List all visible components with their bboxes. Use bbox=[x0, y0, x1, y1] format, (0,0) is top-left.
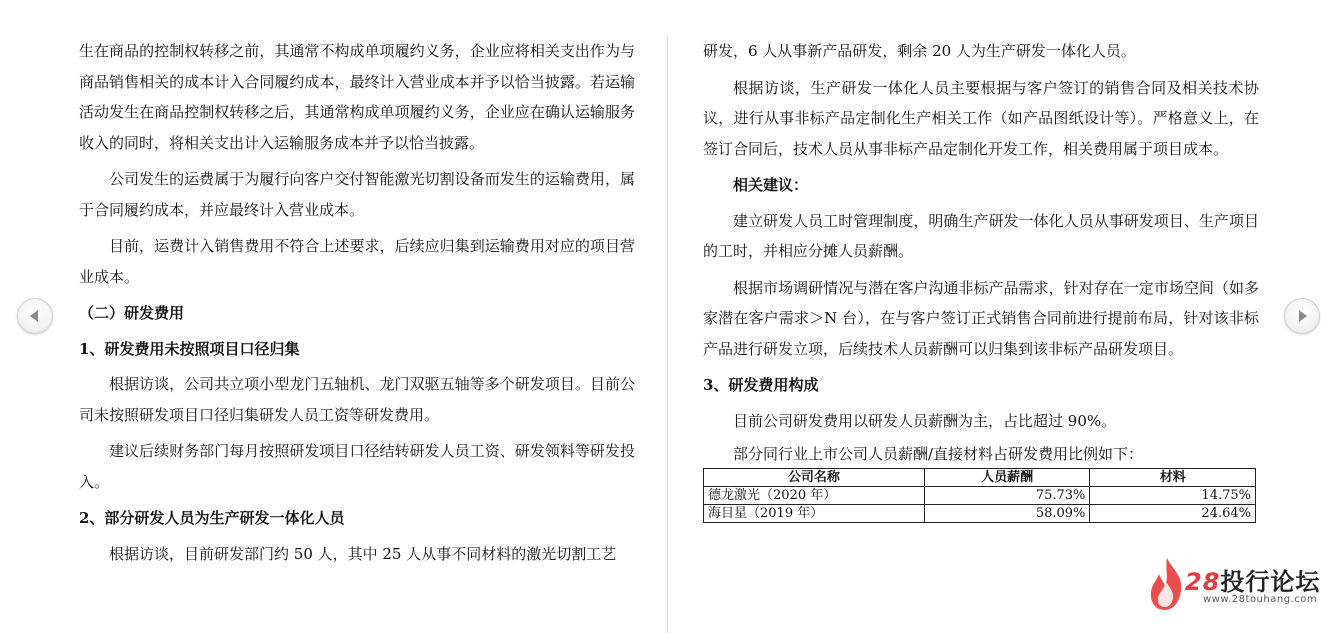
table-header-row bbox=[704, 469, 1256, 487]
table-cell: 58.09% bbox=[924, 505, 1090, 523]
paragraph: 根据访谈，生产研发一体化人员主要根据与客户签订的销售合同及相关技术协议，进行从事非标产品定制化生产相关工作（如产品图纸设计等）。严格意义上，在签订合同后，技术人员从事非标产品定制化开发工作，相关费用属于项目成本。 bbox=[703, 78, 1259, 158]
subsection-heading: 1、研发费用未按照项目口径归集 bbox=[79, 339, 300, 358]
column-header: 公司名称 bbox=[704, 469, 925, 487]
watermark bbox=[1147, 556, 1321, 614]
paragraph: 公司发生的运费属于为履行向客户交付智能激光切割设备而发生的运输费用，属于合同履约成本，并应最终计入营业成本。 bbox=[79, 170, 635, 219]
paragraph: 建立研发人员工时管理制度，明确生产研发一体化人员从事研发项目、生产项目的工时，并相应分摊人员薪酬。 bbox=[703, 211, 1259, 260]
right-page bbox=[703, 36, 1259, 633]
watermark-name: 投行论坛 bbox=[1220, 568, 1321, 596]
ratio-table bbox=[703, 468, 1256, 523]
watermark-title bbox=[1185, 562, 1320, 597]
table-cell: 海目星（2019 年） bbox=[704, 505, 925, 523]
watermark-number: 28 bbox=[1185, 568, 1221, 596]
next-page-button[interactable] bbox=[1284, 298, 1320, 334]
paragraph: 部分同行业上市公司人员薪酬/直接材料占研发费用比例如下： bbox=[733, 445, 1144, 463]
table-cell: 24.64% bbox=[1090, 505, 1256, 523]
paragraph: 目前公司研发费用以研发人员薪酬为主，占比超过 90%。 bbox=[733, 411, 1117, 430]
paragraph: 根据访谈，目前研发部门约 50 人，其中 25 人从事不同材料的激光切割工艺 bbox=[109, 544, 617, 563]
prev-page-button[interactable] bbox=[17, 298, 53, 334]
subsection-heading: 2、部分研发人员为生产研发一体化人员 bbox=[79, 509, 345, 527]
left-page bbox=[79, 36, 635, 633]
paragraph: 生在商品的控制权转移之前，其通常不构成单项履约义务，企业应将相关支出作为与商品销售相关的成本计入合同履约成本，最终计入营业成本并予以恰当披露。若运输活动发生在商品控制权转移之后，其通常构成单项履约义务，企业应在确认运输服务收入的同时，将相关支出计入运输服务成本并予以恰当披露。 bbox=[79, 42, 635, 152]
watermark-url: www.28touhang.com bbox=[1203, 594, 1318, 605]
subsection-heading: 3、研发费用构成 bbox=[703, 376, 819, 394]
table-cell: 德龙激光（2020 年） bbox=[704, 487, 925, 505]
section-heading: （二）研发费用 bbox=[79, 304, 185, 322]
column-header: 人员薪酬 bbox=[924, 469, 1090, 487]
table-cell: 14.75% bbox=[1090, 487, 1256, 505]
flame-logo-icon bbox=[1147, 556, 1187, 612]
paragraph: 研发，6 人从事新产品研发，剩余 20 人为生产研发一体化人员。 bbox=[703, 42, 1136, 60]
chevron-right-icon bbox=[1294, 308, 1310, 324]
table-row bbox=[704, 487, 1256, 505]
paragraph: 根据市场调研情况与潜在客户沟通非标产品需求，针对存在一定市场空间（如多家潜在客户需求＞N 台），在与客户签订正式销售合同前进行提前布局，针对该非标产品进行研发立项，后续技术人员薪酬可以归集到该非标产品研发项目。 bbox=[703, 278, 1259, 358]
table-cell: 75.73% bbox=[924, 487, 1090, 505]
column-header: 材料 bbox=[1090, 469, 1256, 487]
chevron-left-icon bbox=[27, 308, 43, 324]
paragraph: 目前，运费计入销售费用不符合上述要求，后续应归集到运输费用对应的项目营业成本。 bbox=[79, 237, 635, 286]
page-divider bbox=[667, 36, 668, 633]
suggestion-heading: 相关建议： bbox=[733, 176, 809, 194]
table-row bbox=[704, 505, 1256, 523]
paragraph: 建议后续财务部门每月按照研发项目口径结转研发人员工资、研发领料等研发投入。 bbox=[79, 442, 635, 491]
paragraph: 根据访谈，公司共立项小型龙门五轴机、龙门双驱五轴等多个研发项目。目前公司未按照研发项目口径归集研发人员工资等研发费用。 bbox=[79, 375, 635, 424]
